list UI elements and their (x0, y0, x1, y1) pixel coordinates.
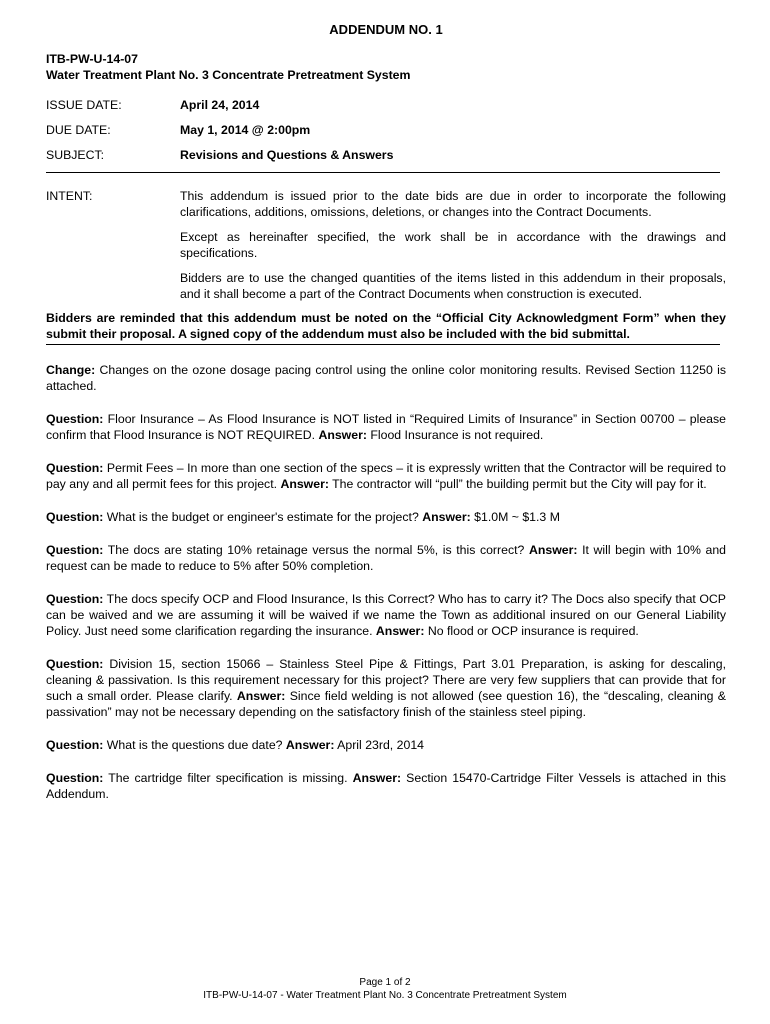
qa-item: Question: What is the budget or engineer's estimate for the project? Answer: $1.0M ~ $1.3 M (46, 510, 560, 524)
project-name: Water Treatment Plant No. 3 Concentrate Pretreatment System (46, 68, 411, 82)
divider (46, 172, 720, 173)
bidder-notice: Bidders are reminded that this addendum must be noted on the “Official City Acknowledgment Form” when they submit their proposal. A signed copy of the addendum must also be included with the bid submittal. (46, 311, 726, 341)
itb-number: ITB-PW-U-14-07 (46, 52, 138, 66)
qa-list (46, 362, 726, 802)
intent-paragraph: Except as hereinafter specified, the work shall be in accordance with the drawings and specifications. (180, 230, 726, 260)
qa-item: Question: What is the questions due date? Answer: April 23rd, 2014 (46, 738, 424, 752)
subject-value: Revisions and Questions & Answers (180, 148, 394, 162)
due-date-label: DUE DATE: (46, 123, 111, 137)
due-date-value: May 1, 2014 @ 2:00pm (180, 123, 311, 137)
subject-label: SUBJECT: (46, 148, 105, 162)
issue-date-label: ISSUE DATE: (46, 98, 122, 112)
change-item: Change: Changes on the ozone dosage pacing control using the online color monitoring results. Revised Section 11250 is attached. (46, 363, 726, 393)
intent-section (46, 188, 726, 311)
document-title: ADDENDUM NO. 1 (329, 22, 443, 37)
itb-header (46, 51, 726, 83)
intent-paragraph: This addendum is issued prior to the date bids are due in order to incorporate the following clarifications, additions, omissions, deletions, or changes into the Contract Documents. (180, 189, 726, 219)
qa-item: Question: Floor Insurance – As Flood Insurance is NOT listed in “Required Limits of Insurance” in Section 00700 – please confirm that Flood Insurance is NOT REQUIRED. Answer: Flood Insurance is not required. (46, 412, 726, 442)
page-number: Page 1 of 2 (359, 977, 411, 988)
qa-item: Question: The cartridge filter specification is missing. Answer: Section 15470-Cartridge Filter Vessels is attached in this Addendum. (46, 771, 726, 801)
qa-item: Question: Permit Fees – In more than one section of the specs – it is expressly written that the Contractor will be required to pay any and all permit fees for this project. Answer: The contractor will “pull” the building permit but the City will pay for it. (46, 461, 726, 491)
document-page (46, 22, 726, 802)
issue-date-row (46, 97, 726, 113)
issue-date-value: April 24, 2014 (180, 98, 260, 112)
qa-item: Question: The docs are stating 10% retainage versus the normal 5%, is this correct? Answer: It will begin with 10% and request can be made to reduce to 5% after 50% completion. (46, 543, 726, 573)
intent-label: INTENT: (46, 189, 93, 203)
intent-paragraph: Bidders are to use the changed quantities of the items listed in this addendum in their proposals, and it shall become a part of the Contract Documents when construction is executed. (180, 271, 726, 301)
due-date-row (46, 122, 726, 138)
footer-doc-title: ITB-PW-U-14-07 - Water Treatment Plant No. 3 Concentrate Pretreatment System (203, 990, 567, 1001)
qa-item: Question: Division 15, section 15066 – Stainless Steel Pipe & Fittings, Part 3.01 Preparation, is asking for descaling, cleaning & passivation. Is this requirement necessary for this project? There are very few suppliers that can provide that for such a small order. Please clarify. Answer: Since field welding is not allowed (see question 16), the “descaling, cleaning & passivation” may not be necessary depending on the satisfactory finish of the stainless steel piping. (46, 657, 726, 719)
divider (46, 344, 720, 345)
qa-item: Question: The docs specify OCP and Flood Insurance, Is this Correct? Who has to carry it? The Docs also specify that OCP can be waived and we are assuming it will be waived if we name the Town as additional insured on our General Liability Policy. Just need some clarification regarding the insurance. Answer: No flood or OCP insurance is required. (46, 592, 726, 638)
subject-row (46, 147, 726, 163)
